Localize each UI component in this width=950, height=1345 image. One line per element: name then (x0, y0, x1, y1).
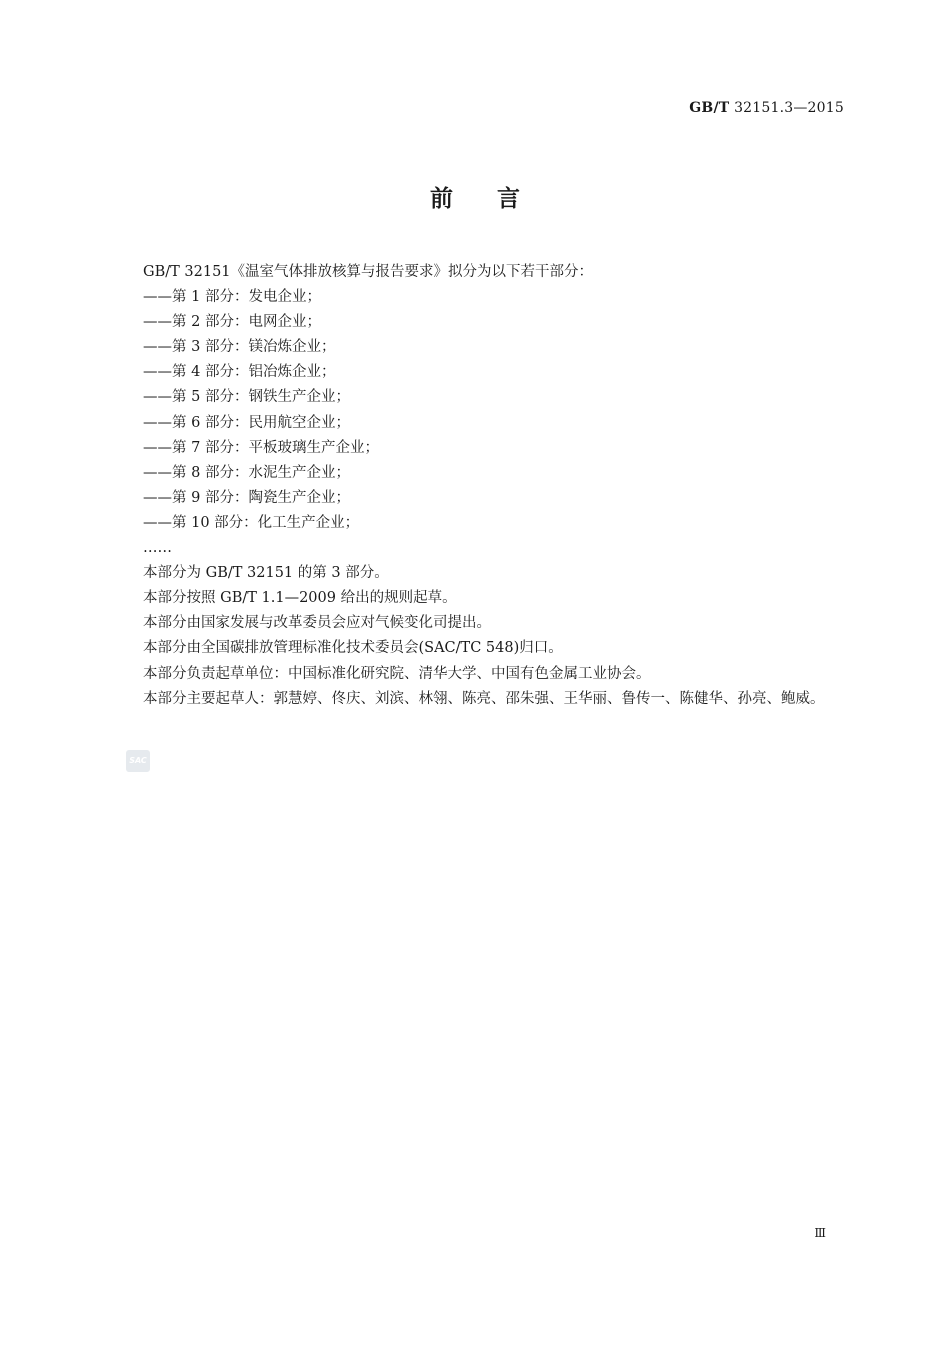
part-item: ——第 3 部分：镁冶炼企业； (143, 339, 336, 356)
part-item: ——第 10 部分：化工生产企业； (143, 514, 360, 531)
standard-code (689, 100, 844, 116)
part-item: ——第 5 部分：钢铁生产企业； (143, 389, 350, 406)
standard-number: 32151.3—2015 (734, 100, 844, 116)
part-item: ——第 9 部分：陶瓷生产企业； (143, 489, 350, 506)
ellipsis-line: …… (143, 540, 172, 557)
standard-prefix: GB/T (689, 100, 730, 116)
part-item: ——第 6 部分：民用航空企业； (143, 414, 350, 431)
statement-line: 本部分为 GB/T 32151 的第 3 部分。 (143, 565, 389, 582)
statement-line: 本部分负责起草单位：中国标准化研究院、清华大学、中国有色金属工业协会。 (143, 665, 651, 682)
part-item: ——第 7 部分：平板玻璃生产企业； (143, 439, 379, 456)
part-item: ——第 4 部分：铝冶炼企业； (143, 364, 336, 381)
preface-body (143, 260, 863, 712)
page-title: 前言 (430, 186, 564, 212)
statement-line: 本部分由全国碳排放管理标准化技术委员会(SAC/TC 548)归口。 (143, 640, 563, 657)
statement-line: 本部分由国家发展与改革委员会应对气候变化司提出。 (143, 615, 491, 632)
part-item: ——第 8 部分：水泥生产企业； (143, 464, 350, 481)
statement-line: 本部分主要起草人：郭慧婷、佟庆、刘滨、林翎、陈亮、邵朱强、王华丽、鲁传一、陈健华、孙亮、鲍威。 (143, 690, 825, 707)
intro-line: GB/T 32151《温室气体排放核算与报告要求》拟分为以下若干部分： (143, 264, 594, 280)
sac-watermark-logo: SAC (126, 750, 150, 772)
page-number: Ⅲ (814, 1226, 826, 1240)
statement-line: 本部分按照 GB/T 1.1—2009 给出的规则起草。 (143, 590, 457, 607)
part-item: ——第 1 部分：发电企业； (143, 289, 321, 306)
part-item: ——第 2 部分：电网企业； (143, 314, 321, 331)
